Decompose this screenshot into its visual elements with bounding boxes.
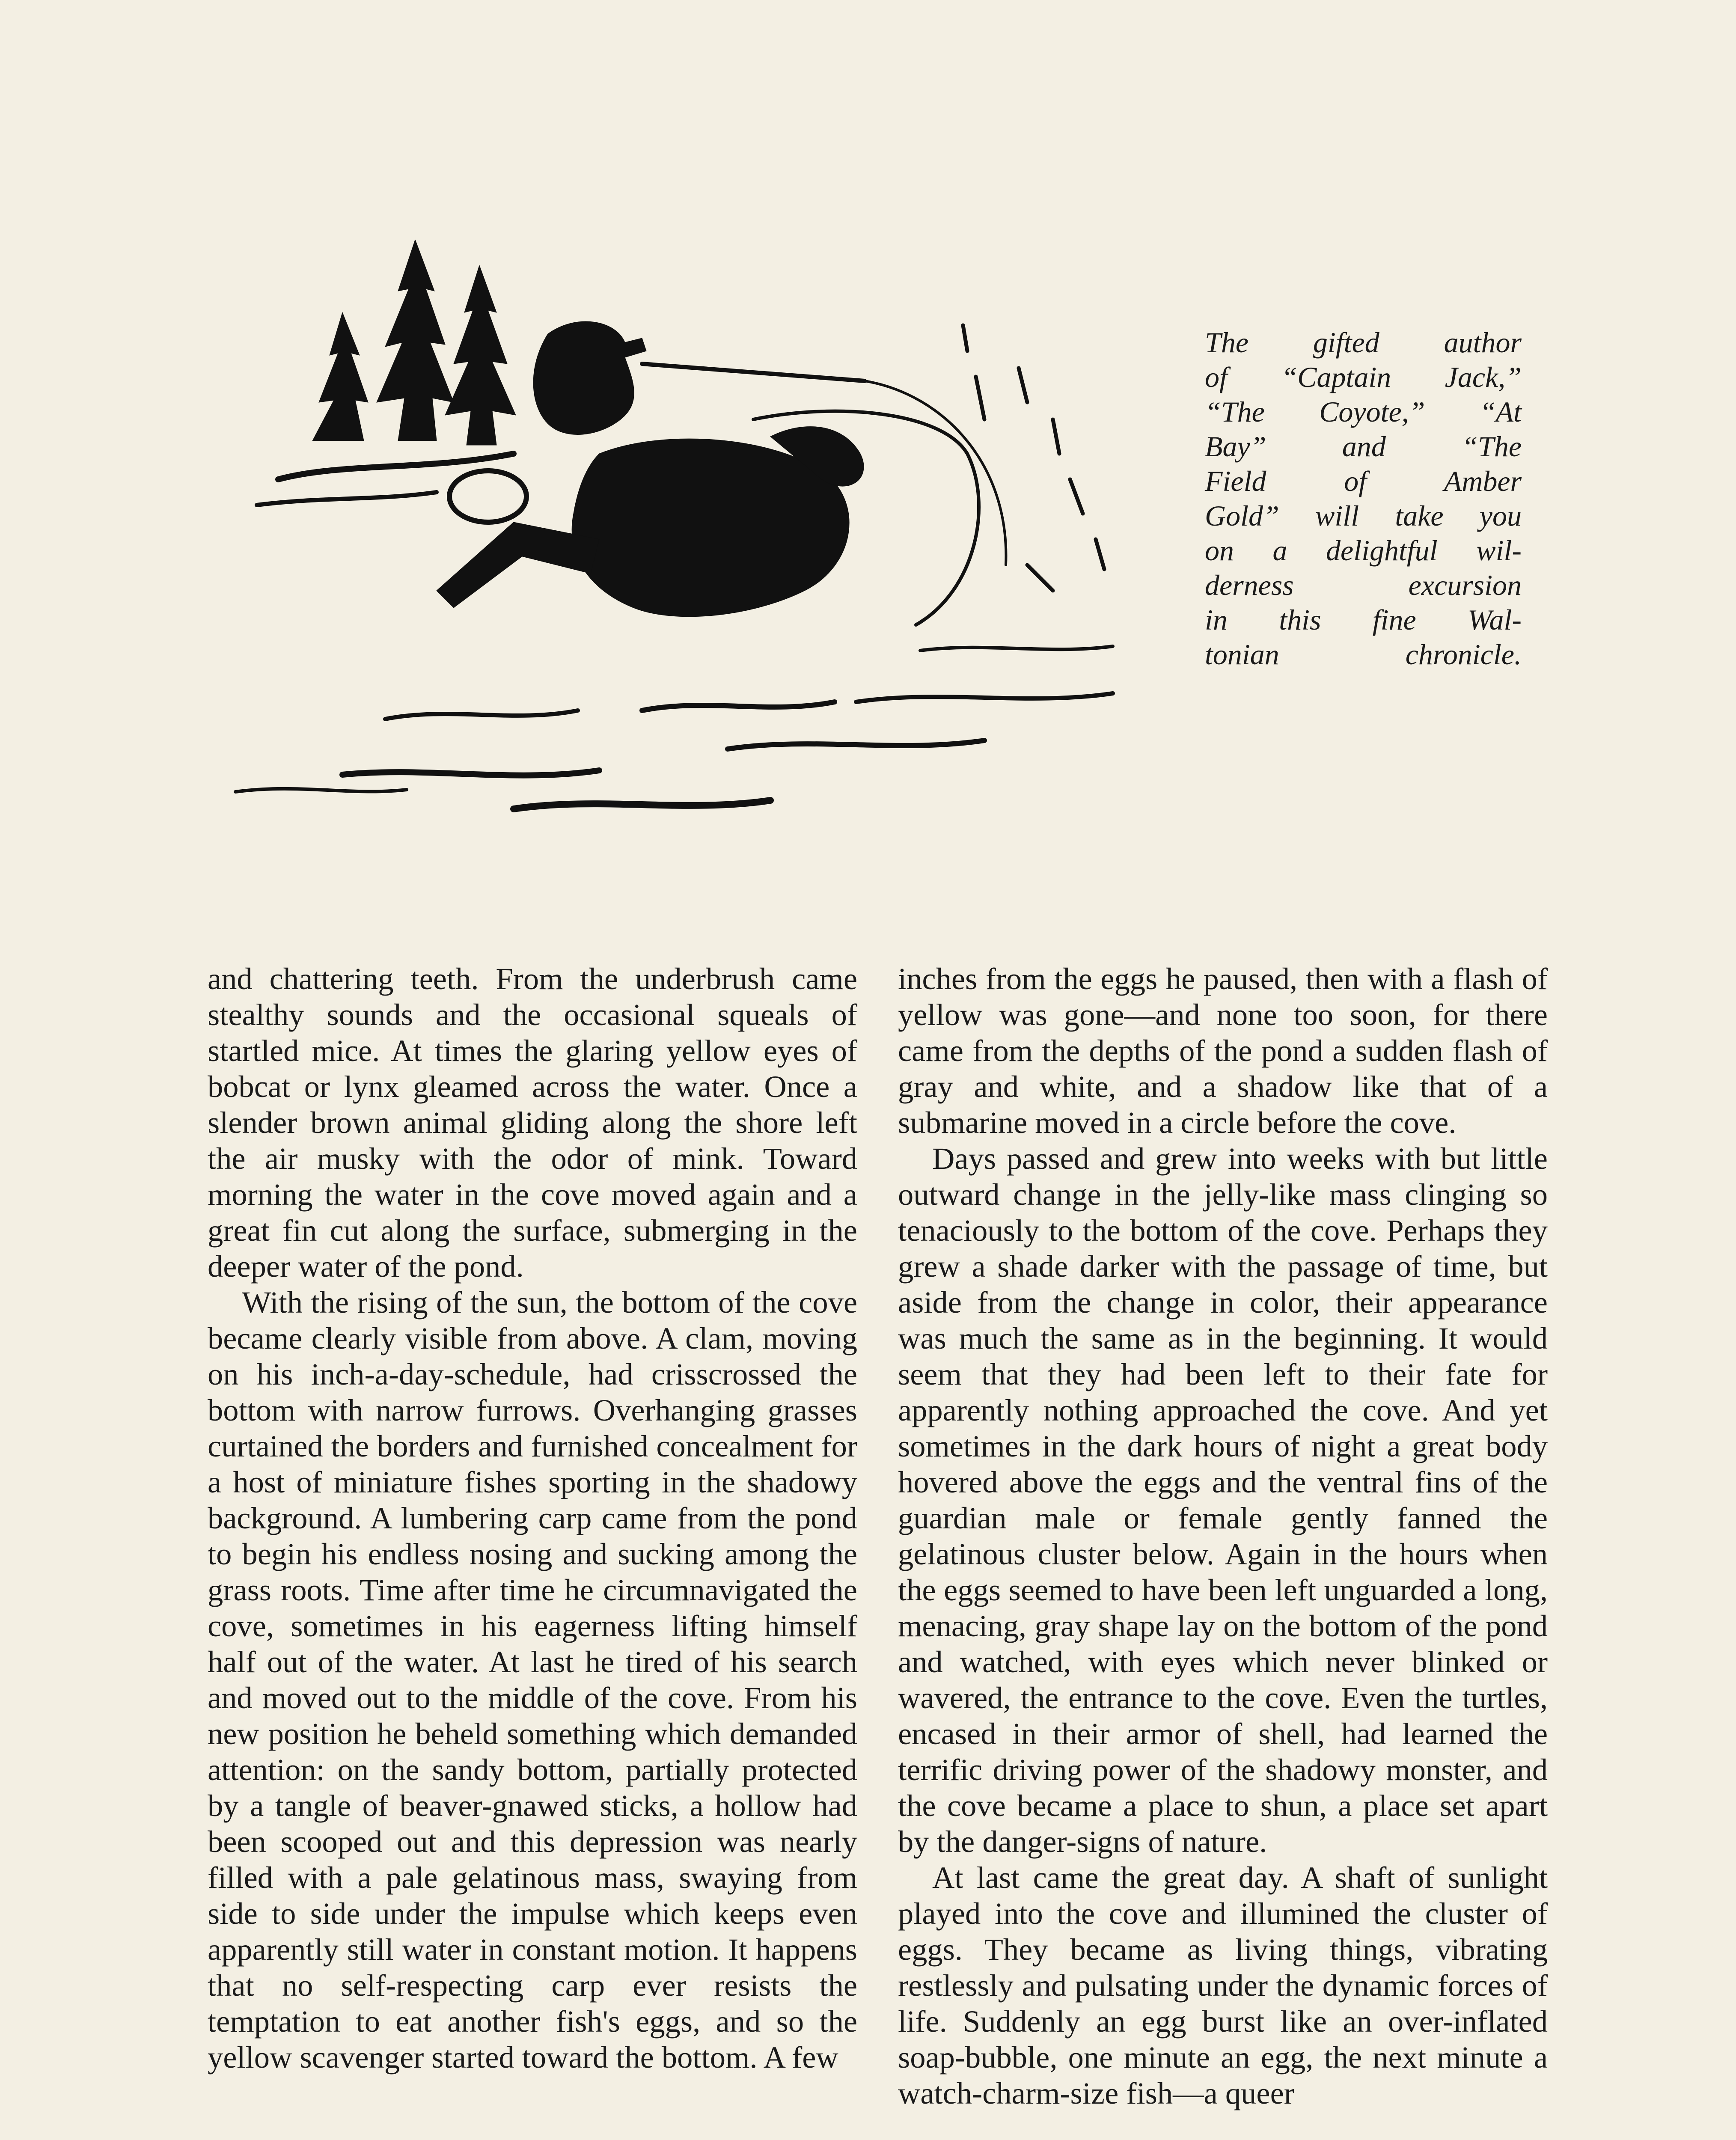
caption-line: on a delightful wil- xyxy=(1205,534,1522,567)
pine-tree-icon xyxy=(312,312,368,441)
caption-line: The gifted author xyxy=(1205,326,1522,359)
caption-line: in this fine Wal- xyxy=(1205,603,1522,636)
pine-tree-icon xyxy=(377,240,454,441)
paragraph: Days passed and grew into weeks with but little outward change in the jelly-like mass clinging so tenaciously to the bottom of the cove. Perhaps they grew a shade darker with the passage of time, but aside from the change in color, their appearance was much the same as in the beginning. It would seem that they had been left to their fate for apparently nothing approached the cove. And yet sometimes in the dark hours of night a great body hovered above the eggs and the ventral fins of the guardian male or female gently fanned the gelatinous cluster below. Again in the hours when the eggs seemed to have been left unguarded a long, menacing, gray shape lay on the bottom of the pond and watched, with eyes which never blinked or wavered, the entrance to the cove. Even the turtles, encased in their armor of shell, had learned the terrific driving power of the shadowy monster, and the cove became a place to shun, a place set apart by the danger-signs of nature. xyxy=(898,1141,1548,1859)
right-text-column xyxy=(898,961,1548,2111)
illustration-caption xyxy=(1205,325,1522,672)
caption-line: Gold” will take you xyxy=(1205,499,1522,532)
angler-figure xyxy=(533,321,646,434)
caption-line: derness excursion xyxy=(1205,569,1522,601)
caption-line: tonian chronicle. xyxy=(1205,638,1522,671)
paragraph: and chattering teeth. From the underbrush came stealthy sounds and the occasional squeals of startled mice. At times the glaring yellow eyes of bobcat or lynx gleamed across the water. Once a slender brown animal gliding along the shore left the air musky with the odor of mink. Toward morning the water in the cove moved again and a great fin cut along the surface, submerging in the deeper water of the pond. xyxy=(208,961,857,1284)
paragraph: With the rising of the sun, the bottom of the cove became clearly visible from above. A clam, moving on his inch-a-day-schedule, had crisscrossed the bottom with narrow furrows. Overhanging grasses curtained the borders and furnished concealment for a host of miniature fishes sporting in the shadowy background. A lumbering carp came from the pond to begin his endless nosing and sucking among the grass roots. Time after time he circumnavigated the cove, sometimes in his eagerness lifting himself half out of the water. At last he tired of his search and moved out to the middle of the cove. From his new position he beheld something which demanded attention: on the sandy bottom, partially protected by a tangle of beaver-gnawed sticks, a hollow had been scooped out and this depression was nearly filled with a pale gelatinous mass, swaying from side to side under the impulse which keeps even apparently still water in constant motion. It happens that no self-respecting carp ever resists the temptation to eat another fish's eggs, and so the yellow scavenger started toward the bottom. A few xyxy=(208,1285,857,2075)
paragraph: At last came the great day. A shaft of sunlight played into the cove and illumined the cluster of eggs. They became as living things, vibrating restlessly and pulsating under the dynamic forces of life. Suddenly an egg burst like an over-inflated soap-bubble, one minute an egg, the next minute a watch-charm-size fish—a queer xyxy=(898,1860,1548,2110)
fishing-rod xyxy=(642,364,865,381)
fishing-illustration xyxy=(214,240,1190,847)
creel-basket xyxy=(449,471,526,522)
left-text-column xyxy=(208,961,857,2075)
caption-line: Bay” and “The xyxy=(1205,430,1522,463)
pine-tree-icon xyxy=(445,265,516,445)
caption-line: of “Captain Jack,” xyxy=(1205,361,1522,393)
caption-line: “The Coyote,” “At xyxy=(1205,395,1522,428)
paragraph: inches from the eggs he paused, then with a flash of yellow was gone—and none too soon, for there came from the depths of the pond a sudden flash of gray and white, and a shadow like that of a submarine moved in a circle before the cove. xyxy=(898,961,1548,1140)
caption-line: Field of Amber xyxy=(1205,465,1522,497)
